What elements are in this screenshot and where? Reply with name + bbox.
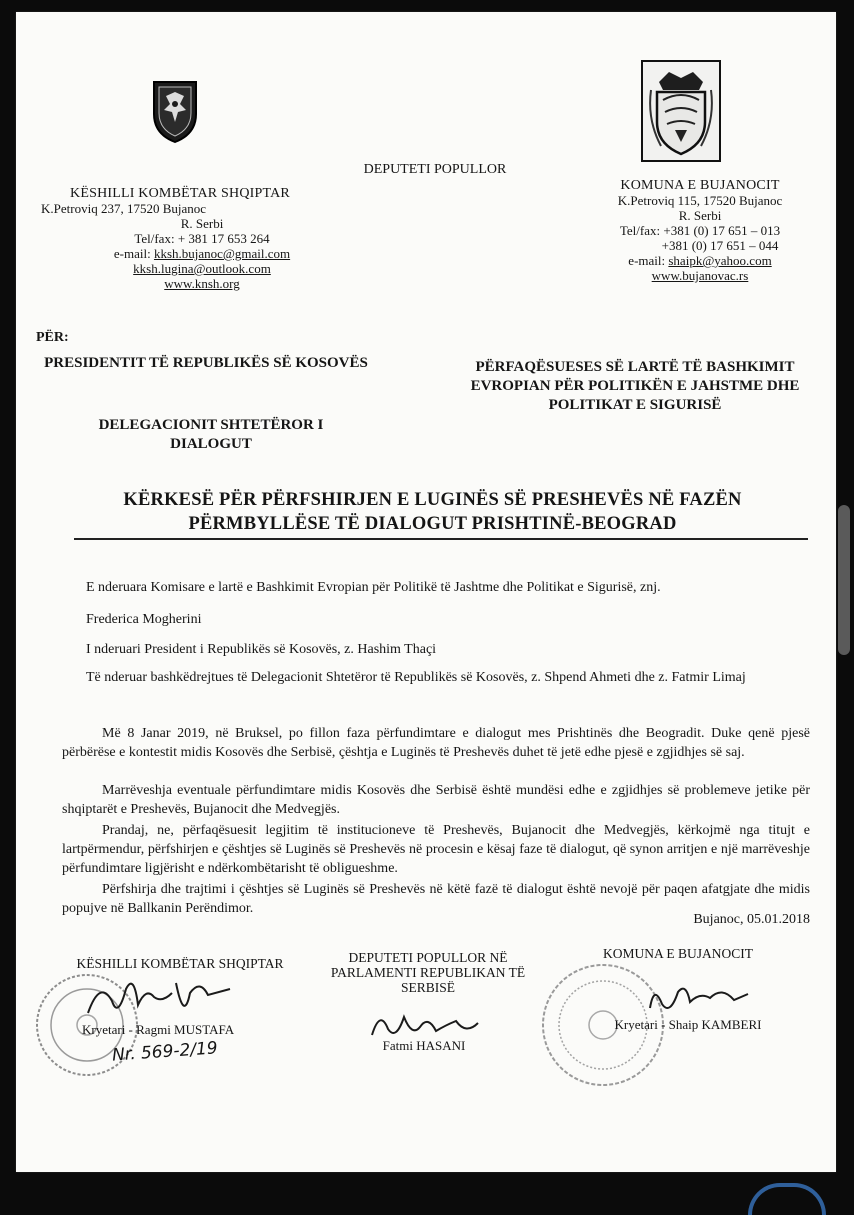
right-header-country: R. Serbi — [678, 208, 722, 223]
document-title-line1: KËRKESË PËR PËRFSHIRJEN E LUGINËS SË PRESHEVËS NË FAZËN — [123, 490, 742, 510]
recipient-president: PRESIDENTIT TË REPUBLIKËS SË KOSOVËS — [44, 355, 368, 371]
center-header-title: DEPUTETI POPULLOR — [363, 162, 507, 177]
paragraph-3: Prandaj, ne, përfaqësuesit legjitim të institucioneve të Preshevës, Bujanocit dhe Medvegjës, kërkojmë nga titujt e lartpërmendur, përfshirjen e çështjes së Luginës së Preshevës në procesin e kësaj faze të dialogut, që synon arritjen e një marrëveshje përfundimtare ligjërisht e ndërkombëtarisht të obligueshme. — [62, 823, 810, 876]
sig-left-org: KËSHILLI KOMBËTAR SHQIPTAR — [76, 956, 284, 971]
sig-right-name: Kryetari - Shaip KAMBERI — [614, 1017, 762, 1032]
left-header — [30, 186, 330, 291]
left-header-address: K.Petroviq 237, 17520 Bujanoc — [41, 201, 207, 216]
right-header-email-link[interactable]: shaipk@yahoo.com — [668, 253, 772, 268]
salutation-2: I nderuari President i Republikës së Kosovës, z. Hashim Thaçi — [86, 642, 437, 657]
right-header-telfax1: Tel/fax: +381 (0) 17 651 – 013 — [619, 223, 781, 238]
left-header-email2-link[interactable]: kksh.lugina@outlook.com — [133, 261, 271, 276]
right-header-web-link[interactable]: www.bujanovac.rs — [651, 268, 749, 283]
left-header-telfax: Tel/fax: + 381 17 653 264 — [134, 231, 270, 246]
left-header-org: KËSHILLI KOMBËTAR SHQIPTAR — [70, 186, 290, 201]
right-header-email-label: e-mail: — [628, 253, 669, 268]
sig-center-org-line3: SERBISË — [400, 980, 455, 995]
left-header-email1-link[interactable]: kksh.bujanoc@gmail.com — [153, 246, 291, 261]
sig-right-org: KOMUNA E BUJANOCIT — [602, 946, 753, 961]
recipient-delegation: DELEGACIONIT SHTETËROR I DIALOGUT — [98, 417, 324, 452]
document-title — [60, 488, 805, 536]
kksh-coat-of-arms-icon — [150, 78, 200, 144]
left-header-country: R. Serbi — [180, 216, 224, 231]
salutation-1: E nderuara Komisare e lartë e Bashkimit Evropian për Politikë të Jashtme dhe Politikat e Sigurisë, znj. — [86, 580, 661, 595]
paragraph-1: Më 8 Janar 2019, në Bruksel, po fillon faza përfundimtare e dialogut mes Prishtinës dhe Beogradit. Duke qenë pjesë përbërëse e kontestit midis Kosovës dhe Serbisë, çështja e Luginës të Preshevës duhet të jetë edhe pjesë e zgjidhjes së saj. — [62, 726, 810, 760]
left-header-email-label: e-mail: — [113, 246, 154, 261]
left-handwritten-note: Nr. 569-2/19 — [111, 1038, 219, 1066]
title-underline — [74, 538, 808, 540]
document-title-line2: PËRMBYLLËSE TË DIALOGUT PRISHTINË-BEOGRAD — [188, 514, 677, 534]
right-header-address: K.Petroviq 115, 17520 Bujanoc — [617, 193, 783, 208]
sig-center-org-line1: DEPUTETI POPULLOR NË — [348, 950, 508, 965]
sig-center-name: Fatmi HASANI — [382, 1038, 466, 1053]
paragraph-2: Marrëveshja eventuale përfundimtare midis Kosovës dhe Serbisë është mundësi edhe e zgjidhjes së problemeve jetike për shqiptarët e Preshevës, Bujanocit dhe Medvegjës. — [62, 783, 810, 817]
right-header — [570, 178, 830, 283]
bujanoc-emblem-icon — [641, 60, 721, 162]
left-header-web-link[interactable]: www.knsh.org — [164, 276, 240, 291]
right-header-org: KOMUNA E BUJANOCIT — [620, 178, 780, 193]
place-date: Bujanoc, 05.01.2018 — [693, 912, 810, 927]
salutation-1b: Frederica Mogherini — [86, 612, 202, 627]
sig-center-org-line2: PARLAMENTI REPUBLIKAN TË — [330, 965, 526, 980]
right-signature-icon — [644, 978, 754, 1018]
scroll-edge — [838, 505, 850, 655]
salutation-3: Të nderuar bashkëdrejtues të Delegacionit Shtetëror të Republikës së Kosovës, z. Shpend Ahmeti dhe z. Fatmir Limaj — [86, 670, 746, 685]
right-header-telfax2: +381 (0) 17 651 – 044 — [661, 238, 779, 253]
recipient-eu-representative: PËRFAQËSUESES SË LARTË TË BASHKIMIT EVROPIAN PËR POLITIKËN E JAHSTME DHE POLITIKAT E SIGURISË — [470, 359, 800, 413]
sig-center-org — [318, 950, 538, 995]
per-label: PËR: — [36, 330, 69, 345]
sig-left-name: Kryetari - Ragmi MUSTAFA — [82, 1022, 235, 1037]
corner-overlay — [748, 1183, 826, 1215]
paragraph-4: Përfshirja dhe trajtimi i çështjes së Luginës së Preshevës në këtë fazë të dialogut është nevojë për paqen afatgjate dhe midis popujve në Ballkanin Perëndimor. — [62, 882, 810, 916]
